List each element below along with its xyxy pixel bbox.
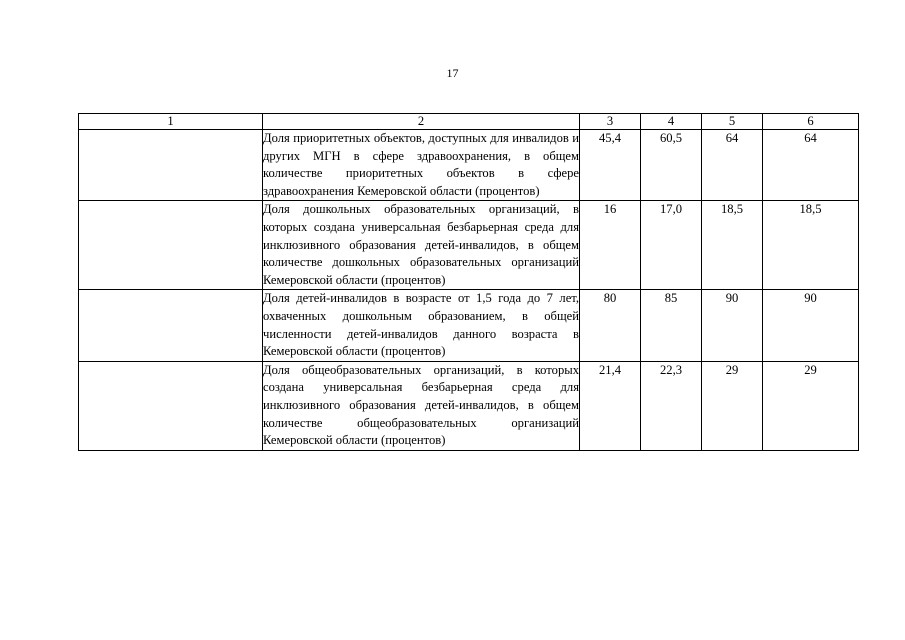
table-row	[79, 290, 859, 361]
value-col-3: 80	[580, 290, 641, 361]
header-cell-3: 3	[580, 114, 641, 130]
header-cell-5: 5	[702, 114, 763, 130]
table-row	[79, 130, 859, 201]
value-col-6: 64	[763, 130, 859, 201]
table-row	[79, 361, 859, 450]
value-col-4: 22,3	[641, 361, 702, 450]
value-col-3: 21,4	[580, 361, 641, 450]
value-col-6: 18,5	[763, 201, 859, 290]
header-cell-2: 2	[263, 114, 580, 130]
indicator-description: Доля приоритетных объектов, доступных для инвалидов и других МГН в сфере здравоохранения, в общем количестве приоритетных объектов в сфере здравоохранения Кемеровской области (процентов)	[263, 130, 580, 201]
value-col-3: 45,4	[580, 130, 641, 201]
value-col-5: 29	[702, 361, 763, 450]
header-cell-6: 6	[763, 114, 859, 130]
indicators-table	[78, 113, 859, 451]
table-row	[79, 201, 859, 290]
value-col-5: 64	[702, 130, 763, 201]
value-col-4: 60,5	[641, 130, 702, 201]
value-col-4: 85	[641, 290, 702, 361]
value-col-5: 90	[702, 290, 763, 361]
row-empty-cell	[79, 290, 263, 361]
value-col-6: 29	[763, 361, 859, 450]
indicator-description: Доля общеобразовательных организаций, в которых создана универсальная безбарьерная среда для инклюзивного образования детей-инвалидов, в общем количестве общеобразовательных организаций Кемеровской области (процентов)	[263, 361, 580, 450]
value-col-5: 18,5	[702, 201, 763, 290]
value-col-6: 90	[763, 290, 859, 361]
indicator-description: Доля детей-инвалидов в возрасте от 1,5 года до 7 лет, охваченных дошкольным образованием, в общей численности детей-инвалидов данного возраста в Кемеровской области (процентов)	[263, 290, 580, 361]
table-header-row	[79, 114, 859, 130]
indicator-description: Доля дошкольных образовательных организаций, в которых создана универсальная безбарьерная среда для инклюзивного образования детей-инвалидов, в общем количестве дошкольных образовательных организаций Кемеровской области (процентов)	[263, 201, 580, 290]
header-cell-1: 1	[79, 114, 263, 130]
page-number: 17	[446, 66, 459, 80]
header-cell-4: 4	[641, 114, 702, 130]
row-empty-cell	[79, 201, 263, 290]
value-col-4: 17,0	[641, 201, 702, 290]
row-empty-cell	[79, 130, 263, 201]
value-col-3: 16	[580, 201, 641, 290]
row-empty-cell	[79, 361, 263, 450]
